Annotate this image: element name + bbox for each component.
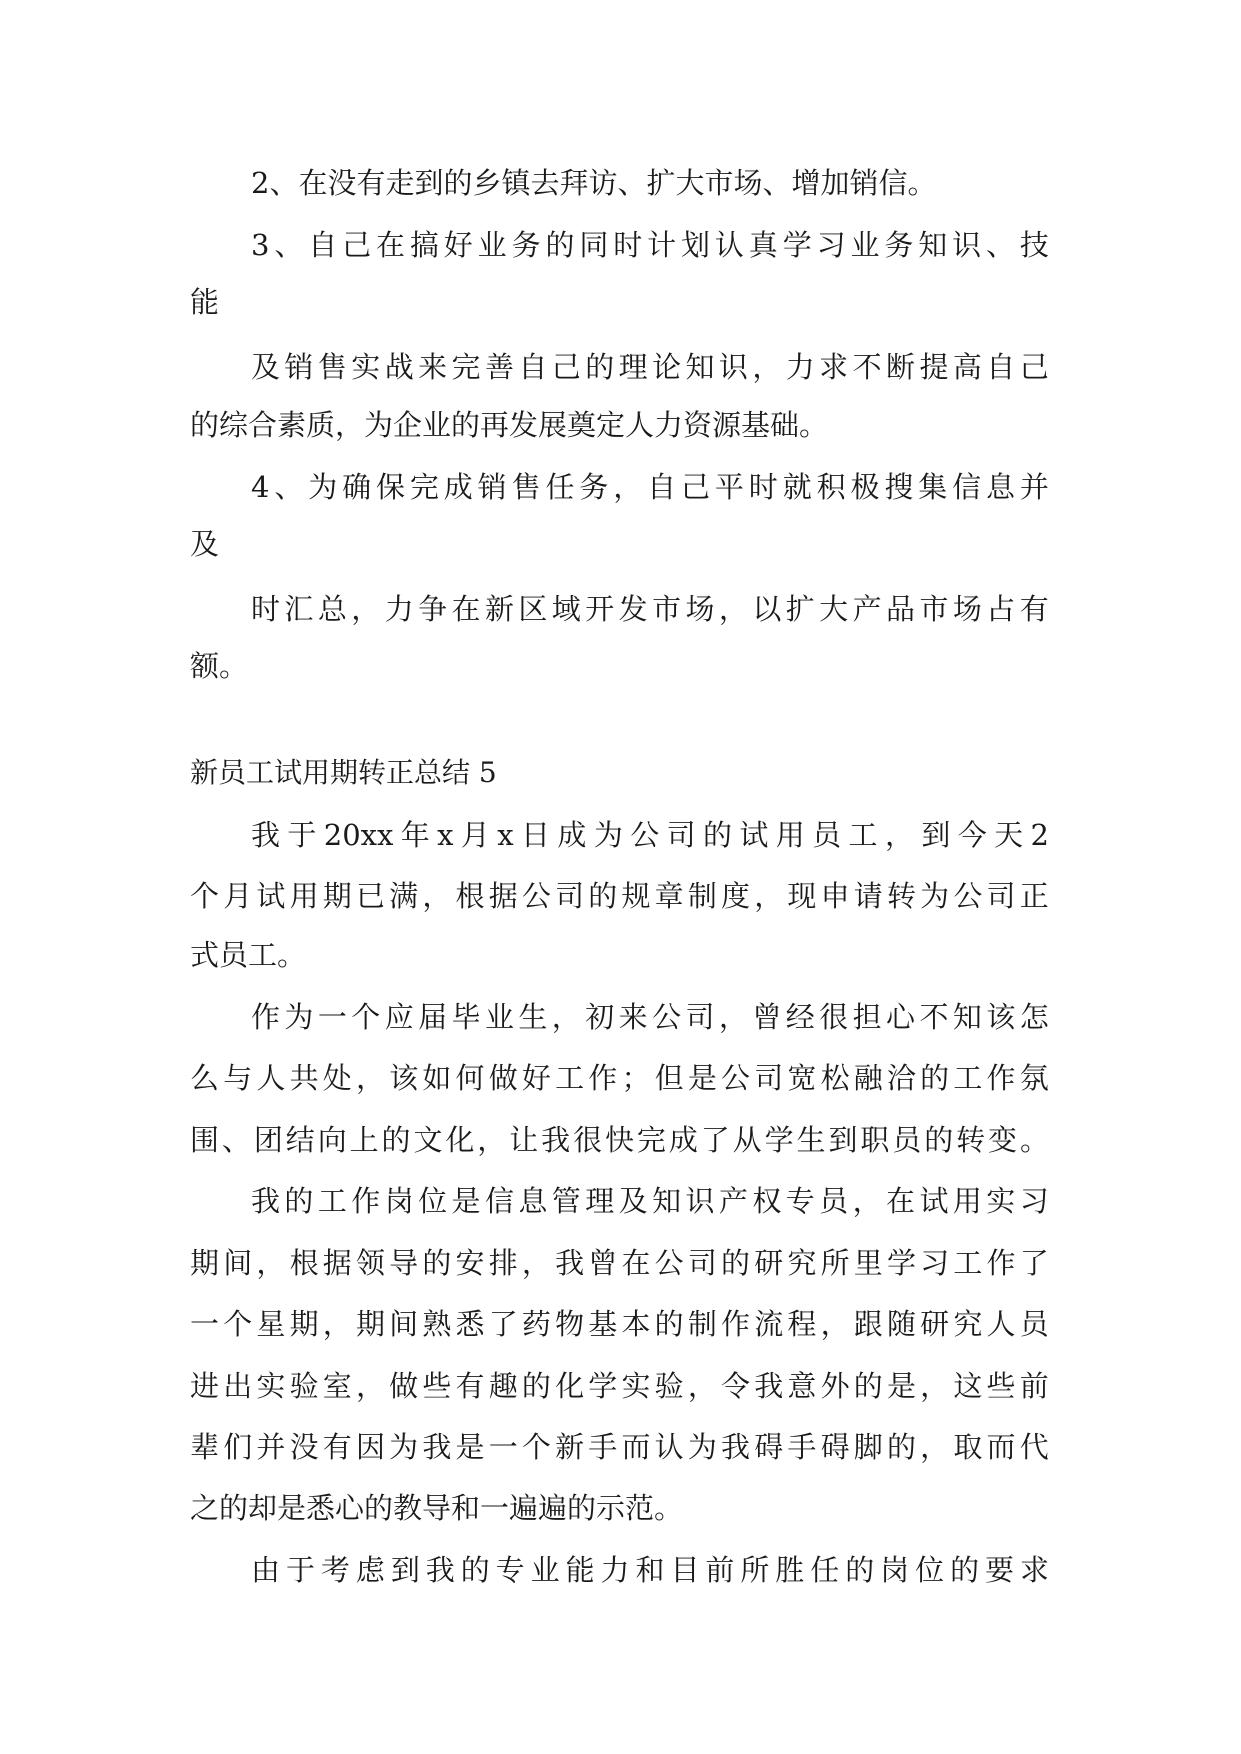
paragraph-line: 一 个 星 期 ， 期 间 熟 悉 了 药 物 基 本 的 制 作 流 程 ， 跟 随 研 究 人 员 (190, 1307, 1049, 1341)
list-item-2: 2、在没有走到的乡镇去拜访、扩大市场、增加销信。 (251, 166, 937, 200)
paragraph-line: 额。 (190, 649, 249, 683)
list-item-4: 4 、 为 确 保 完 成 销 售 任 务 ， 自 己 平 时 就 积 极 搜 集 信 息 并 (251, 470, 1049, 504)
list-item-3: 3 、 自 己 在 搞 好 业 务 的 同 时 计 划 认 真 学 习 业 务 知 识 、 技 (251, 228, 1049, 262)
list-item-3-wrap: 能 (190, 285, 220, 319)
paragraph-line: 个 月 试 用 期 已 满 ， 根 据 公 司 的 规 章 制 度 ， 现 申 请 转 为 公 司 正 (190, 879, 1049, 913)
paragraph-line: 进 出 实 验 室 ， 做 些 有 趣 的 化 学 实 验 ， 令 我 意 外 的 是 ， 这 些 前 (190, 1369, 1049, 1403)
paragraph-line: 及 销 售 实 战 来 完 善 自 己 的 理 论 知 识 ， 力 求 不 断 提 高 自 己 (251, 350, 1049, 384)
paragraph-line: 由 于 考 虑 到 我 的 专 业 能 力 和 目 前 所 胜 任 的 岗 位 的 要 求 (251, 1553, 1049, 1587)
list-item-4-wrap: 及 (190, 527, 220, 561)
paragraph-line: 期 间 ， 根 据 领 导 的 安 排 ， 我 曾 在 公 司 的 研 究 所 里 学 习 工 作 了 (190, 1246, 1049, 1280)
paragraph-line: 时 汇 总 ， 力 争 在 新 区 域 开 发 市 场 ， 以 扩 大 产 品 市 场 占 有 (251, 592, 1049, 626)
paragraph-line: 我 的 工 作 岗 位 是 信 息 管 理 及 知 识 产 权 专 员 ， 在 试 用 实 习 (251, 1184, 1049, 1218)
paragraph-line: 作 为 一 个 应 届 毕 业 生 ， 初 来 公 司 ， 曾 经 很 担 心 不 知 该 怎 (251, 1000, 1049, 1034)
paragraph-line: 么 与 人 共 处 ， 该 如 何 做 好 工 作 ； 但 是 公 司 宽 松 融 洽 的 工 作 氛 (190, 1061, 1049, 1095)
paragraph-line: 式员工。 (190, 938, 307, 972)
paragraph-line: 之的却是悉心的教导和一遍遍的示范。 (190, 1491, 684, 1525)
paragraph-line: 辈 们 并 没 有 因 为 我 是 一 个 新 手 而 认 为 我 碍 手 碍 脚 的 ， 取 而 代 (190, 1430, 1049, 1464)
paragraph-line: 我 于 20xx 年 x 月 x 日 成 为 公 司 的 试 用 员 工 ， 到 今 天 2 (251, 818, 1049, 852)
section-heading: 新员工试用期转正总结 5 (190, 756, 497, 789)
paragraph-line: 的综合素质，为企业的再发展奠定人力资源基础。 (190, 408, 829, 442)
paragraph-line: 围 、 团 结 向 上 的 文 化 ， 让 我 很 快 完 成 了 从 学 生 到 职 员 的 转 变 。 (190, 1123, 1049, 1157)
